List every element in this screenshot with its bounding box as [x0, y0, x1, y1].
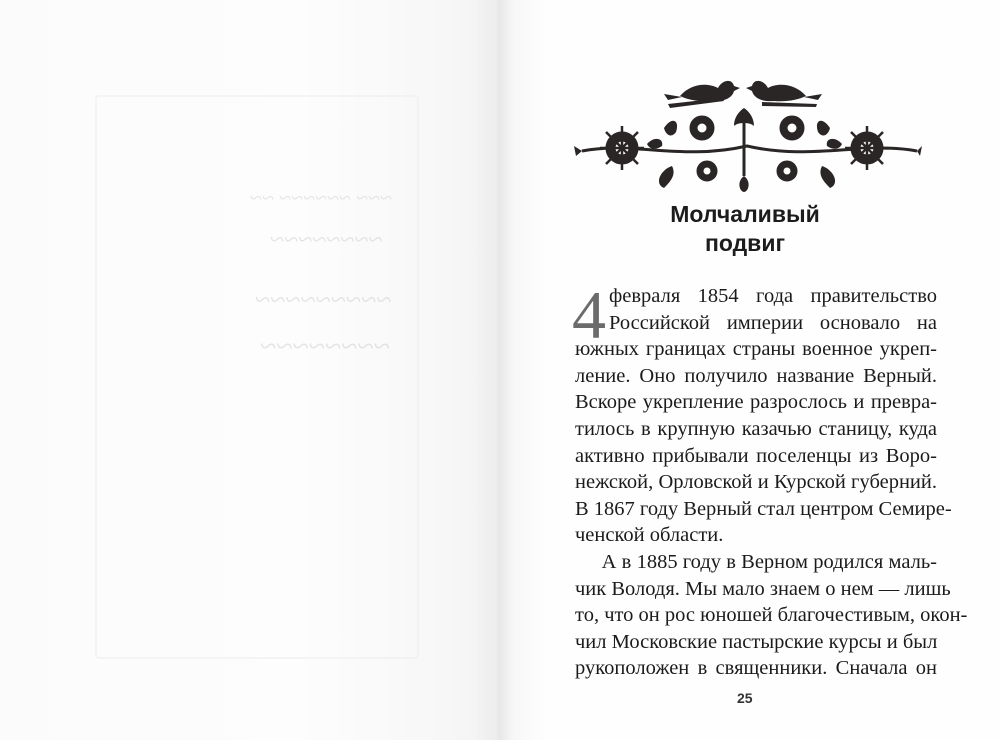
show-through-text: ~~~ ~~~~~~ ~~ [250, 185, 392, 210]
text-line: нежской, Орловской и Курской губерний. [575, 471, 937, 494]
text-line: чил Московские пастырские курсы и был [575, 630, 938, 653]
text-line: В 1867 году Верный стал центром Семире- [575, 497, 952, 520]
text-line: тилось в крупную казачью станицу, куда [575, 417, 937, 440]
body-text [575, 283, 968, 682]
show-through-text: ~~~~~~~~ [270, 225, 383, 254]
text-line: ченской области. [575, 524, 724, 547]
show-through-text: ~~~~~~~~~ [255, 285, 392, 316]
show-through-text: ~~~~~~~~ [260, 330, 390, 363]
text-line: февраля 1854 года правительство [609, 285, 937, 307]
text-line: Вскоре укрепление разрослось и превра- [575, 391, 937, 414]
text-line: южных границах страны военное укреп- [575, 338, 937, 361]
birds-floral-ornament-icon [572, 66, 922, 196]
text-line: чик Володя. Мы мало знаем о нем — лишь [575, 577, 951, 600]
left-page [0, 0, 498, 740]
drop-cap: 4 [572, 277, 606, 353]
chapter-title [575, 200, 915, 258]
text-line: активно прибывали поселенцы из Воро- [575, 444, 937, 467]
text-line: рукоположен в священники. Сначала он [575, 657, 937, 680]
text-line: то, что он рос юношей благочестивым, окон- [575, 604, 968, 627]
chapter-title-line: подвиг [704, 230, 786, 256]
chapter-title-line: Молчаливый [670, 201, 820, 227]
text-line: А в 1885 году в Верном родился маль- [601, 550, 937, 573]
show-through-frame [95, 95, 419, 659]
text-line: ление. Оно получило название Верный. [575, 364, 937, 387]
text-line: Российской империи основало на [609, 311, 937, 334]
page-number: 25 [737, 690, 753, 706]
